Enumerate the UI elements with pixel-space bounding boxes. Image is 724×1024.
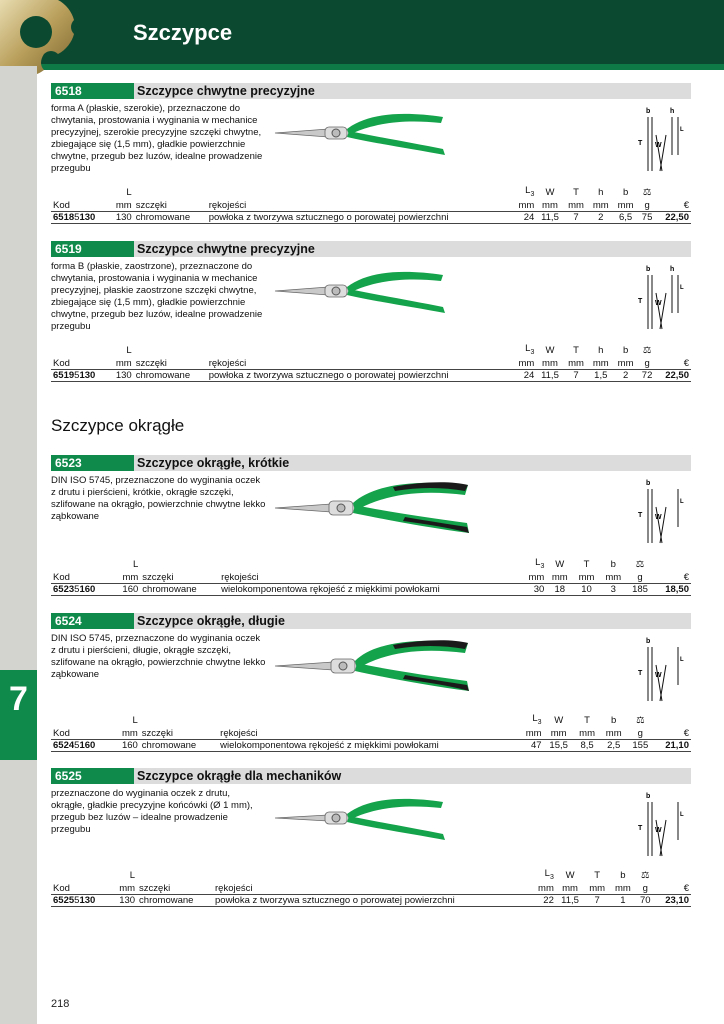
table-row[interactable]: 65195130 130 chromowane powłoka z tworzywa sztucznego o porowatej powierzchni 24 11,5 7 1,5 2 72 22,50 [53, 369, 689, 381]
dimension-diagram-icon [636, 790, 688, 858]
svg-text:L: L [680, 657, 684, 663]
product-title: Szczypce chwytne precyzyjne [137, 242, 315, 256]
weight-icon: ⚖ [642, 186, 652, 198]
header-accent-bar [38, 64, 724, 70]
product-description: DIN ISO 5745, przeznaczone do wyginania oczek z drutu i pierścieni, krótkie, okrągłe szczęki, szlifowane na okrągło, powierzchnie chwytne lekko ząbkowane [51, 475, 266, 522]
weight-icon: ⚖ [642, 344, 652, 356]
mechanic-round-pliers-image [273, 788, 473, 848]
product-description: forma A (płaskie, szerokie), przeznaczone do chwytania, prostowania i wyginania w mechanice precyzyjnej, szerokie precyzyjne szczęki chwytne, zbiegające się (1,5 mm), gładkie powierzchnie chwytne, przegub bez luzów, idealne prowadzenie przegubu [51, 103, 263, 174]
product-title: Szczypce okrągłe, krótkie [137, 456, 290, 470]
dimension-diagram-icon [636, 635, 688, 703]
svg-text:h: h [670, 266, 675, 273]
chapter-number: 7 [9, 680, 28, 718]
table-row[interactable]: 65235160 160 chromowane wielokomponentowa rękojeść z miękkimi powłokami 30 18 10 3 185 18,50 [53, 583, 689, 595]
product-code: 6525 [51, 768, 134, 784]
product-code: 6523 [51, 455, 134, 471]
svg-text:W: W [655, 672, 662, 679]
spec-table: L $L_3$ W T b ⚖ Kod mm szczęki rękojeści mm mm mm mm g € 65255130 130 chromowane powłoka z tworzywa sztucznego o porowatej powierzchni 22 11,5 7 1 70 23,10 [53, 868, 689, 906]
page-header [0, 0, 724, 66]
svg-text:b: b [646, 793, 651, 800]
svg-text:b: b [646, 480, 651, 487]
product-title: Szczypce chwytne precyzyjne [137, 84, 315, 98]
svg-text:b: b [646, 266, 651, 273]
svg-text:T: T [638, 140, 643, 147]
svg-text:W: W [655, 514, 662, 521]
svg-text:L: L [680, 127, 684, 133]
table-row[interactable]: 65245160 160 chromowane wielokomponentowa rękojeść z miękkimi powłokami 47 15,5 8,5 2,5 155 21,10 [53, 739, 689, 751]
svg-text:b: b [646, 638, 651, 645]
dimension-diagram-icon [636, 263, 688, 331]
svg-text:L: L [680, 812, 684, 818]
product-description: DIN ISO 5745, przeznaczone do wyginania oczek z drutu i pierścieni, długie, okrągłe szczęki, szlifowane na okrągło, powierzchnie chwytne lekko ząbkowane [51, 633, 266, 680]
svg-text:b: b [646, 108, 651, 115]
svg-text:W: W [655, 300, 662, 307]
product-code: 6519 [51, 241, 134, 257]
svg-text:T: T [638, 825, 643, 832]
weight-icon: ⚖ [636, 714, 645, 726]
product-code: 6518 [51, 83, 134, 99]
product-title: Szczypce okrągłe dla mechaników [137, 769, 342, 783]
spec-table: L $L_3$ W T h b ⚖ Kod mm szczęki rękojeści mm mm mm mm mm g € 65195130 130 chromowane powłoka z tworzywa sztucznego o porowatej powierzchni 24 11,5 7 1,5 2 72 22,50 [53, 343, 689, 381]
product-description: przeznaczone do wyginania oczek z drutu, okrągłe, gładkie precyzyjne końcówki (Ø 1 mm), przegub bez luzów – idealne prowadzenie przegubu [51, 788, 253, 835]
side-margin [0, 66, 37, 1024]
section-heading: Szczypce okrągłe [51, 416, 185, 435]
product-title: Szczypce okrągłe, długie [137, 614, 285, 628]
product-description: forma B (płaskie, zaostrzone), przeznaczone do chwytania, prostowania i wyginania w mechanice precyzyjnej, płaskie zaostrzone szczęki chwytne, zbiegające się (1,5 mm), gładkie powierzchnie chwytne, przegub bez luzów, idealne prowadzenie przegubu [51, 261, 263, 332]
svg-text:L: L [680, 285, 684, 291]
svg-text:T: T [638, 512, 643, 519]
dimension-diagram-icon [636, 105, 688, 173]
svg-text:h: h [670, 108, 675, 115]
page-number: 218 [51, 998, 70, 1010]
round-pliers-short-image [273, 475, 483, 541]
svg-text:T: T [638, 298, 643, 305]
table-row[interactable]: 65255130 130 chromowane powłoka z tworzywa sztucznego o porowatej powierzchni 22 11,5 7 1 70 23,10 [53, 894, 689, 906]
dimension-diagram-icon [636, 477, 688, 545]
weight-icon: ⚖ [635, 558, 645, 570]
svg-text:W: W [655, 827, 662, 834]
page-title: Szczypce [133, 20, 233, 45]
flat-pliers-image [273, 103, 473, 163]
spec-table: L $L_3$ W T b ⚖ Kod mm szczęki rękojeści mm mm mm mm g € 65245160 160 chromowane wielokomponentowa rękojeść z miękkimi powłokami 47 15,5 8,5 2,5 155 21,10 [53, 713, 689, 751]
svg-text:L: L [680, 499, 684, 505]
spec-table: L $L_3$ W T b ⚖ Kod mm szczęki rękojeści mm mm mm mm g € 65235160 160 chromowane wielokomponentowa rękojeść z miękkimi powłokami 30 18 10 3 185 18,50 [53, 557, 689, 595]
pointed-pliers-image [273, 261, 473, 321]
product-code: 6524 [51, 613, 134, 629]
spec-table: L $L_3$ W T h b ⚖ Kod mm szczęki rękojeści mm mm mm mm mm g € 65185130 130 chromowane powłoka z tworzywa sztucznego o porowatej powierzchni 24 11,5 7 2 6,5 75 22,50 [53, 185, 689, 223]
round-pliers-long-image [273, 633, 483, 699]
weight-icon: ⚖ [640, 869, 650, 881]
table-row[interactable]: 65185130 130 chromowane powłoka z tworzywa sztucznego o porowatej powierzchni 24 11,5 7 2 6,5 75 22,50 [53, 211, 689, 223]
svg-text:W: W [655, 142, 662, 149]
svg-text:T: T [638, 670, 643, 677]
